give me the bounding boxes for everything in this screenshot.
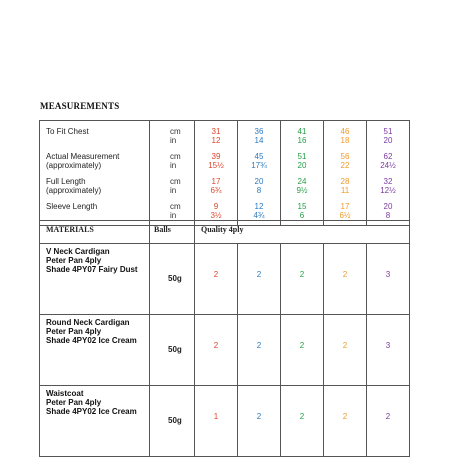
ball-count: 2 (324, 386, 367, 457)
materials-table (39, 220, 410, 457)
size-value: 12 (254, 202, 264, 211)
size-value: 17¾ (251, 161, 267, 170)
ball-weight: 50g (150, 386, 195, 457)
size-value: 9 (213, 202, 219, 211)
size-value: 8 (385, 211, 391, 220)
size-value: 39 (211, 152, 221, 161)
size-value: 56 (340, 152, 350, 161)
size-value: 45 (254, 152, 264, 161)
measurements-table (39, 120, 410, 226)
unit-label: cm (170, 202, 181, 211)
size-value: 24 (297, 177, 307, 186)
materials-row (40, 386, 410, 457)
measurement-labels (40, 121, 150, 226)
row-label: Full Length (46, 177, 86, 186)
materials-header-row (40, 221, 410, 244)
yarn-description (40, 244, 150, 315)
size-value: 24½ (380, 161, 396, 170)
size-value: 31 (211, 127, 221, 136)
ball-count: 2 (238, 244, 281, 315)
ball-count: 2 (281, 315, 324, 386)
size-value: 51 (297, 152, 307, 161)
measurements-row (40, 121, 410, 226)
ball-count: 2 (324, 244, 367, 315)
materials-row (40, 315, 410, 386)
size-value: 6¾ (210, 186, 222, 195)
unit-label: in (170, 161, 177, 170)
unit-label: cm (170, 152, 181, 161)
size-column-4 (324, 121, 367, 226)
size-value: 32 (383, 177, 393, 186)
size-value: 16 (297, 136, 307, 145)
unit-label: in (170, 136, 177, 145)
size-value: 15 (297, 202, 307, 211)
shade-name: Shade 4PY07 Fairy Dust (46, 265, 138, 274)
row-label: To Fit Chest (46, 127, 89, 136)
size-value: 12 (211, 136, 221, 145)
ball-weight: 50g (150, 315, 195, 386)
size-value: 28 (340, 177, 350, 186)
size-value: 17 (211, 177, 221, 186)
ball-count: 2 (367, 386, 410, 457)
unit-label: in (170, 186, 177, 195)
size-value: 4¾ (253, 211, 265, 220)
size-column-5 (367, 121, 410, 226)
size-column-3 (281, 121, 324, 226)
ball-count: 3 (367, 244, 410, 315)
row-label: (approximately) (46, 186, 102, 195)
unit-label: cm (170, 177, 181, 186)
size-value: 11 (340, 186, 350, 195)
size-value: 51 (383, 127, 393, 136)
size-value: 6½ (339, 211, 351, 220)
ball-count: 2 (238, 386, 281, 457)
size-value: 12½ (380, 186, 396, 195)
materials-heading: MATERIALS (40, 221, 150, 244)
row-label: Sleeve Length (46, 202, 98, 211)
measurements-heading: MEASUREMENTS (40, 101, 120, 111)
size-value: 20 (383, 136, 393, 145)
size-value: 41 (297, 127, 307, 136)
ball-count: 2 (238, 315, 281, 386)
size-value: 36 (254, 127, 264, 136)
size-column-1 (195, 121, 238, 226)
unit-labels (150, 121, 195, 226)
ball-weight: 50g (150, 244, 195, 315)
ball-count: 2 (195, 315, 238, 386)
size-value: 3½ (210, 211, 222, 220)
shade-name: Shade 4PY02 Ice Cream (46, 407, 137, 416)
size-value: 9½ (296, 186, 308, 195)
ball-count: 2 (324, 315, 367, 386)
ball-count: 2 (195, 244, 238, 315)
materials-row (40, 244, 410, 315)
size-value: 20 (254, 177, 264, 186)
size-value: 15½ (208, 161, 224, 170)
balls-header: Balls (150, 221, 195, 244)
row-label: (approximately) (46, 161, 102, 170)
yarn-description (40, 315, 150, 386)
size-value: 46 (340, 127, 350, 136)
ball-count: 1 (195, 386, 238, 457)
yarn-name: Peter Pan 4ply (46, 327, 102, 336)
row-label: Actual Measurement (46, 152, 120, 161)
yarn-description (40, 386, 150, 457)
quality-header: Quality 4ply (195, 221, 410, 244)
ball-count: 3 (367, 315, 410, 386)
yarn-name: Peter Pan 4ply (46, 256, 102, 265)
ball-count: 2 (281, 386, 324, 457)
size-value: 20 (297, 161, 307, 170)
ball-count: 2 (281, 244, 324, 315)
unit-label: cm (170, 127, 181, 136)
garment-name: Waistcoat (46, 389, 84, 398)
size-value: 22 (340, 161, 350, 170)
size-value: 6 (299, 211, 305, 220)
size-value: 14 (254, 136, 264, 145)
shade-name: Shade 4PY02 Ice Cream (46, 336, 137, 345)
garment-name: Round Neck Cardigan (46, 318, 130, 327)
size-value: 20 (383, 202, 393, 211)
size-value: 62 (383, 152, 393, 161)
garment-name: V Neck Cardigan (46, 247, 110, 256)
size-column-2 (238, 121, 281, 226)
yarn-name: Peter Pan 4ply (46, 398, 102, 407)
size-value: 8 (256, 186, 262, 195)
size-value: 17 (340, 202, 350, 211)
unit-label: in (170, 211, 177, 220)
size-value: 18 (340, 136, 350, 145)
